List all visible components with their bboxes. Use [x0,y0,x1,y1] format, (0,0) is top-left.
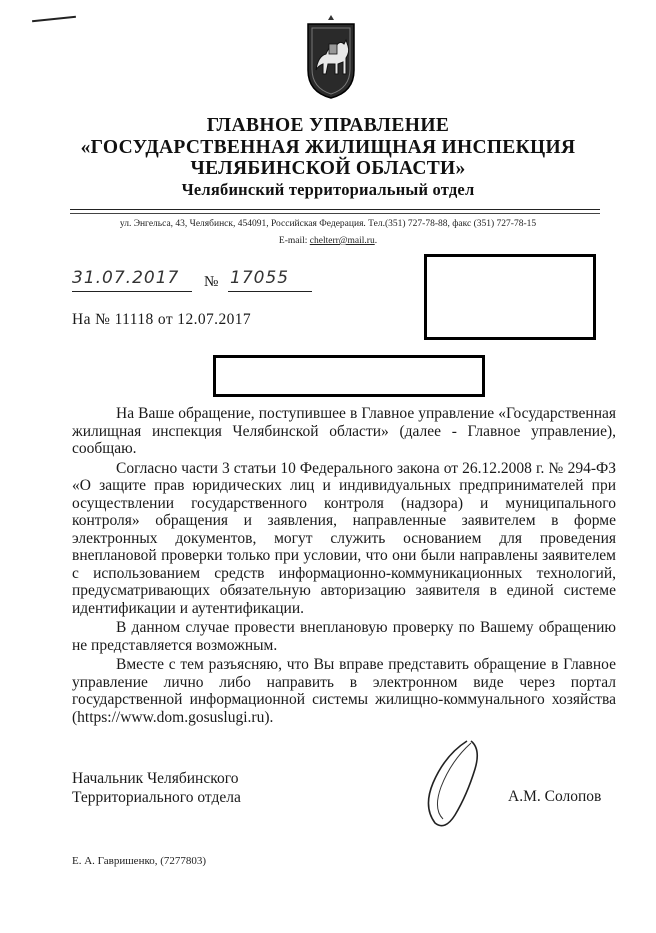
signatory-position-line1: Начальник Челябинского [72,770,239,787]
email-label: E-mail: [278,236,310,246]
handwritten-number: 17055 [230,268,290,288]
header-divider [70,209,600,210]
redacted-addressee-box [424,254,596,340]
number-underline [228,291,312,292]
signatory-position-line2: Территориального отдела [72,789,241,806]
header-address: ул. Энгельса, 43, Челябинск, 454091, Российская Федерация. Тел.(351) 727-78-88, факс (351) 727-78-15 [119,219,537,229]
signatory-name: А.М. Солопов [508,788,602,805]
handwritten-signature [405,735,505,835]
reference-line: На № 11118 от 12.07.2017 [72,311,252,328]
header-divider-thin [70,213,600,214]
body-paragraph: Вместе с тем разъясняю, что Вы вправе представить обращение в Главное управление лично либо направить в электронном виде через портал государственной информационной системы жилищно-коммунального хозяйства (https://www.dom.gosuslugi.ru). [72,656,616,726]
header-email [0,236,656,246]
date-underline [72,291,192,292]
body-paragraph: В данном случае провести внеплановую проверку по Вашему обращению не представляется возможным. [72,619,616,654]
executor-note: Е. А. Гавришенко, (7277803) [72,855,207,867]
header-title-line2: «ГОСУДАРСТВЕННАЯ ЖИЛИЩНАЯ ИНСПЕКЦИЯ [80,137,576,158]
email-suffix: . [374,236,378,246]
number-sign: № [204,274,219,290]
signatory-position [72,769,241,807]
letter-body [72,405,616,728]
header-title-line3: ЧЕЛЯБИНСКОЙ ОБЛАСТИ» [190,158,466,179]
redacted-salutation-box [213,355,485,397]
scan-mark [32,16,76,23]
email-link[interactable]: chelterr@mail.ru [309,236,375,246]
body-paragraph: На Ваше обращение, поступившее в Главное управление «Государственная жилищная инспекция Челябинской области» (далее - Главное управление), сообщаю. [72,405,616,457]
body-paragraph: Согласно части 3 статьи 10 Федерального закона от 26.12.2008 г. № 294-ФЗ «О защите прав юридических лиц и индивидуальных предпринимателей при осуществлении государственного контроля (надзора) и муниципального контроля» обращения и заявления, направленные заявителем в форме электронных документов, могут служить основанием для проведения внеплановой проверки только при условии, что они были направлены заявителем с использованием средств информационно-коммуникационных технологий, предусматривающих обязательную авторизацию заявителя в единой системе идентификации и аутентификации. [72,459,616,617]
handwritten-date: 31.07.2017 [72,268,180,288]
coat-of-arms-icon [300,14,362,100]
header-department: Челябинский территориальный отдел [181,180,475,199]
header-title-line1: ГЛАВНОЕ УПРАВЛЕНИЕ [206,115,450,136]
